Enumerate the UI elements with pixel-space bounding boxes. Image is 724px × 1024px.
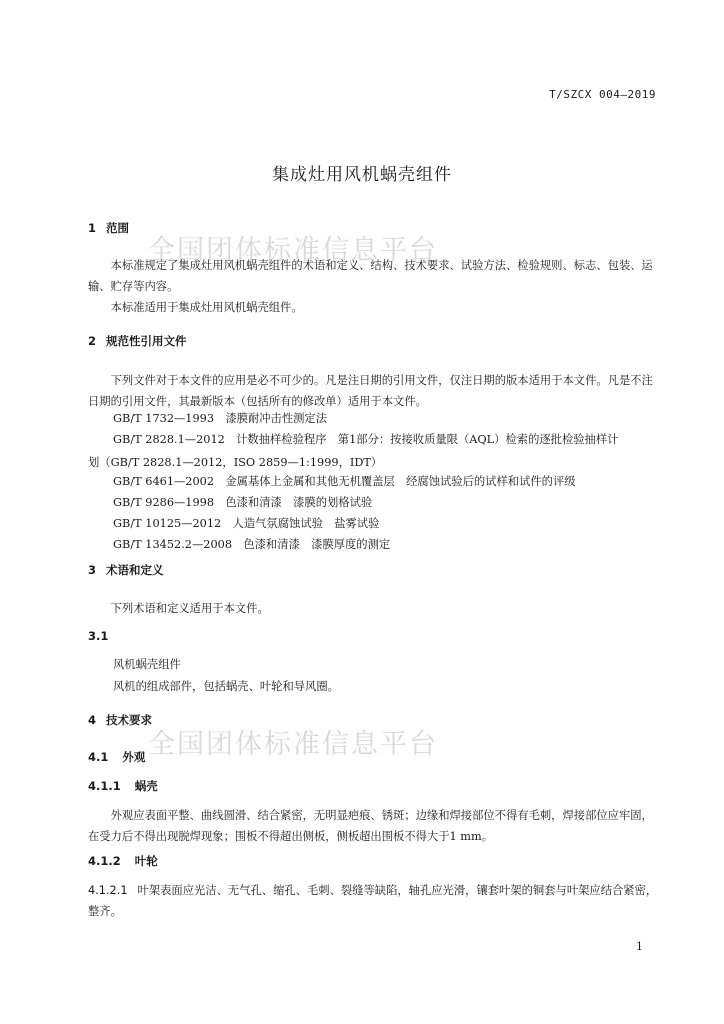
section-title: 技术要求 bbox=[106, 713, 152, 727]
term-definition: 风机的组成部件，包括蜗壳、叶轮和导风圈。 bbox=[113, 680, 339, 693]
section-2-intro: 下列文件对于本文件的应用是必不可少的。凡是注日期的引用文件，仅注日期的版本适用于本文件。凡是不注日期的引用文件，其最新版本（包括所有的修改单）适用于本文件。 bbox=[88, 374, 653, 408]
subsection-title: 外观 bbox=[122, 750, 146, 764]
section-title: 规范性引用文件 bbox=[106, 334, 187, 348]
section-number: 1 bbox=[88, 221, 97, 235]
section-3-heading bbox=[88, 562, 164, 578]
subsection-number: 4.1.1 bbox=[88, 779, 121, 793]
document-number: T/SZCX 004—2019 bbox=[549, 88, 656, 101]
section-title: 术语和定义 bbox=[106, 563, 164, 577]
reference-item: GB/T 10125—2012 人造气氛腐蚀试验 盐雾试验 bbox=[113, 517, 380, 530]
subsection-4-1-heading bbox=[88, 749, 145, 765]
subsection-4-1-1-text: 外观应表面平整、曲线圆滑、结合紧密，无明显疤痕、锈斑；边缘和焊接部位不得有毛刺，焊接部位应牢固，在受力后不得出现脱焊现象；围板不得超出侧板，侧板超出围板不得大于1 mm。 bbox=[88, 809, 653, 843]
section-number: 2 bbox=[88, 334, 97, 348]
reference-item: GB/T 9286—1998 色漆和清漆 漆膜的划格试验 bbox=[113, 496, 373, 509]
reference-item: GB/T 13452.2—2008 色漆和清漆 漆膜厚度的测定 bbox=[113, 538, 391, 551]
section-number: 3 bbox=[88, 563, 97, 577]
section-title: 范围 bbox=[106, 221, 129, 235]
watermark-bottom: 全国团体标准信息平台 bbox=[148, 729, 438, 760]
subsection-number: 4.1.2 bbox=[88, 854, 121, 868]
clause-4-1-2-1 bbox=[88, 880, 658, 922]
section-1-paragraph-1: 本标准规定了集成灶用风机蜗壳组件的术语和定义、结构、技术要求、试验方法、检验规则、标志、包装、运输、贮存等内容。 bbox=[88, 259, 653, 293]
term-name: 风机蜗壳组件 bbox=[113, 658, 181, 671]
reference-item: GB/T 2828.1—2012 计数抽样检验程序 第1部分：按接收质量限（AQL）检索的逐批检验抽样计 bbox=[113, 433, 619, 446]
subsection-title: 叶轮 bbox=[134, 854, 158, 868]
section-1-paragraph-2: 本标准适用于集成灶用风机蜗壳组件。 bbox=[110, 301, 303, 314]
subsection-number: 4.1 bbox=[88, 750, 109, 764]
subsection-title: 蜗壳 bbox=[134, 779, 158, 793]
subsection-4-1-2-heading bbox=[88, 853, 158, 869]
reference-item-continuation: 划（GB/T 2828.1—2012，ISO 2859—1:1999，IDT） bbox=[88, 456, 383, 469]
reference-item: GB/T 1732—1993 漆膜耐冲击性测定法 bbox=[113, 412, 328, 425]
document-title: 集成灶用风机蜗壳组件 bbox=[272, 165, 452, 185]
watermark-top: 全国团体标准信息平台 bbox=[148, 235, 438, 266]
clause-number: 4.1.2.1 bbox=[88, 884, 128, 897]
section-3-intro: 下列术语和定义适用于本文件。 bbox=[110, 602, 269, 615]
subsection-4-1-1-heading bbox=[88, 778, 158, 794]
reference-item: GB/T 6461—2002 金属基体上金属和其他无机覆盖层 经腐蚀试验后的试样和试件的评级 bbox=[113, 475, 576, 488]
section-1-heading bbox=[88, 220, 129, 236]
clause-text: 叶架表面应光洁、无气孔、缩孔、毛刺、裂缝等缺陷，轴孔应光滑，镶套叶架的铜套与叶架应结合紧密，整齐。 bbox=[88, 884, 658, 918]
section-4-heading bbox=[88, 712, 152, 728]
section-number: 4 bbox=[88, 713, 97, 727]
section-2-heading bbox=[88, 333, 187, 349]
term-number: 3.1 bbox=[88, 629, 109, 643]
page-number: 1 bbox=[636, 940, 643, 953]
